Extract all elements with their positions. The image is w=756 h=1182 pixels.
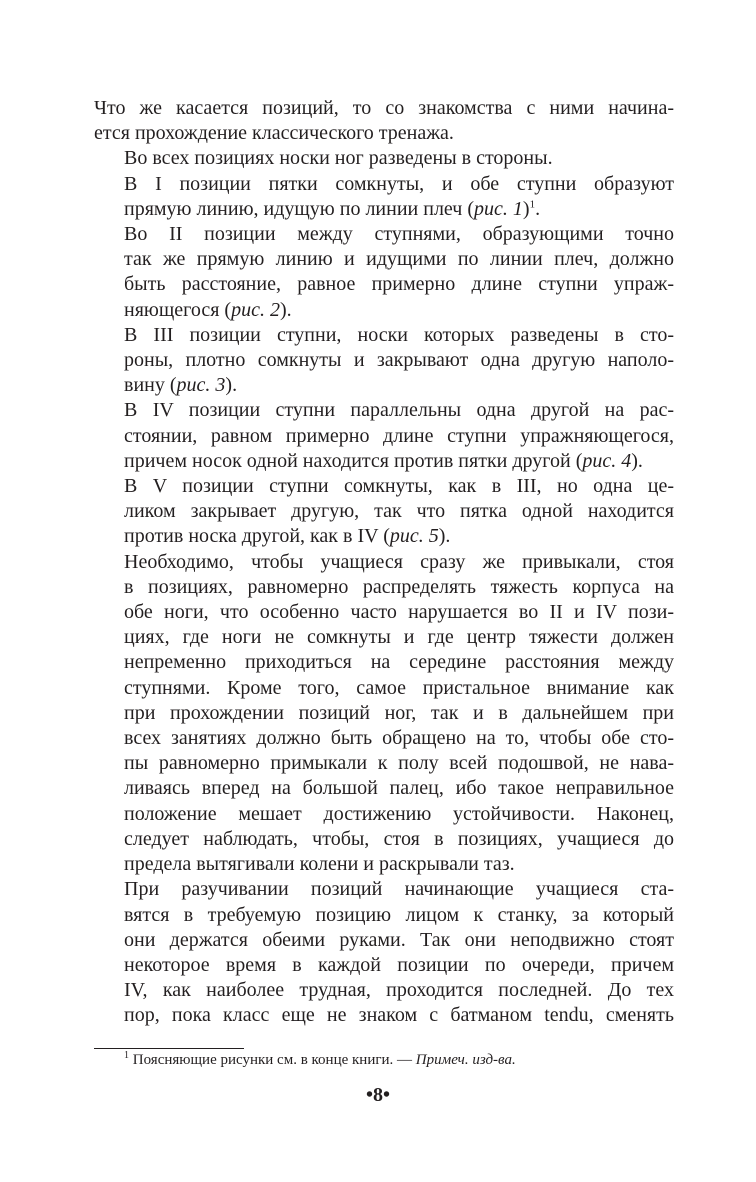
text-line — [94, 449, 674, 474]
paragraph — [94, 172, 674, 222]
text-line: Во II позиции между ступнями, образующими точно — [124, 223, 674, 246]
text-line: они держатся обеими руками. Так они неподвижно стоят — [124, 928, 674, 951]
footnote-text: Поясняющие рисунки см. в конце книги. — — [129, 1052, 416, 1068]
figure-reference: рис. 4 — [582, 449, 632, 472]
text-line: всех занятиях должно быть обращено на то, чтобы обе сто- — [124, 727, 674, 750]
paragraph — [94, 96, 674, 146]
text-fragment: . — [535, 197, 541, 220]
text-line: следует наблюдать, чтобы, стоя в позициях, учащиеся до — [124, 827, 674, 850]
footnote-rule — [94, 1048, 244, 1049]
page-number: •8• — [365, 1084, 390, 1106]
footnote-ref: 1 — [529, 198, 536, 211]
paragraph — [94, 323, 674, 399]
footnote — [124, 1052, 516, 1069]
text-line: быть расстояние, равное примерно длине ступни упраж- — [124, 273, 674, 296]
text-line — [94, 298, 674, 323]
paragraph — [94, 474, 674, 550]
paragraph — [94, 877, 674, 1028]
text-line — [94, 373, 674, 398]
text-line: В V позиции ступни сомкнуты, как в III, но одна це- — [124, 475, 674, 498]
text-line: циях, где ноги не сомкнуты и где центр тяжести должен — [124, 626, 674, 649]
text-line: пор, пока класс еще не знаком с батманом tendu, сменять — [124, 1004, 674, 1027]
text-line: обе ноги, что особенно часто нарушается во II и IV пози- — [124, 601, 674, 624]
figure-reference: рис. 1 — [474, 197, 523, 220]
paragraph — [94, 398, 674, 474]
footnote-note: Примеч. изд-ва. — [415, 1052, 516, 1068]
text-fragment: вину ( — [124, 374, 177, 397]
text-line: ется прохождение классического тренажа. — [94, 122, 454, 145]
text-line: роны, плотно сомкнуты и закрывают одна другую наполо- — [124, 349, 674, 372]
figure-reference: рис. 3 — [176, 374, 226, 397]
text-fragment: ). — [631, 449, 643, 472]
text-line: при прохождении позиций ног, так и в дальнейшем при — [124, 701, 674, 724]
text-line — [94, 524, 674, 549]
text-line: ликом закрывает другую, так что пятка одной находится — [124, 500, 674, 523]
text-fragment: против носка другой, как в IV ( — [124, 525, 390, 548]
text-line: в позициях, равномерно распределять тяжесть корпуса на — [124, 575, 674, 598]
text-line: IV, как наиболее трудная, проходится последней. До тех — [124, 979, 674, 1002]
text-fragment: няющегося ( — [124, 298, 232, 321]
text-line: При разучивании позиций начинающие учащиеся ста- — [124, 878, 674, 901]
text-line: вятся в требуемую позицию лицом к станку, за который — [124, 903, 674, 926]
text-line: предела вытягивали колени и раскрывали таз. — [124, 853, 515, 876]
text-fragment: причем носок одной находится против пятки другой ( — [124, 449, 583, 472]
text-line: В IV позиции ступни параллельны одна другой на рас- — [124, 399, 674, 422]
text-line: непременно приходиться на середине расстояния между — [124, 651, 674, 674]
text-line: ступнями. Кроме того, самое пристальное внимание как — [124, 676, 674, 699]
text-line: стоянии, равном примерно длине ступни упражняющегося, — [124, 424, 674, 447]
paragraph — [94, 550, 674, 878]
footnote-marker: 1 — [124, 1050, 129, 1061]
paragraph — [94, 222, 674, 323]
text-line: пы равномерно примыкали к полу всей подошвой, не нава- — [124, 752, 674, 775]
text-line: В I позиции пятки сомкнуты, и обе ступни образуют — [124, 172, 674, 195]
text-line: так же прямую линию и идущими по линии плеч, должно — [124, 248, 674, 271]
text-fragment: прямую линию, идущую по линии плеч ( — [124, 197, 475, 220]
text-fragment: ). — [225, 374, 238, 397]
text-fragment: ). — [438, 525, 451, 548]
figure-reference: рис. 5 — [389, 525, 439, 548]
figure-reference: рис. 2 — [231, 298, 280, 321]
page-body — [94, 96, 674, 1029]
paragraph — [94, 146, 674, 171]
text-fragment: ). — [279, 298, 292, 321]
text-line: Во всех позициях носки ног разведены в стороны. — [124, 147, 553, 170]
text-fragment: ) — [522, 197, 530, 220]
text-line: некоторое время в каждой позиции по очереди, причем — [124, 953, 674, 976]
text-line — [94, 197, 674, 222]
text-line: Что же касается позиций, то со знакомства с ними начина- — [94, 97, 674, 119]
text-line: Необходимо, чтобы учащиеся сразу же привыкали, стоя — [124, 550, 674, 573]
text-line: ливаясь вперед на большой палец, ибо такое неправильное — [124, 777, 674, 800]
text-line: положение мешает достижению устойчивости. Наконец, — [124, 802, 674, 825]
text-line: В III позиции ступни, носки которых разведены в сто- — [124, 323, 674, 346]
